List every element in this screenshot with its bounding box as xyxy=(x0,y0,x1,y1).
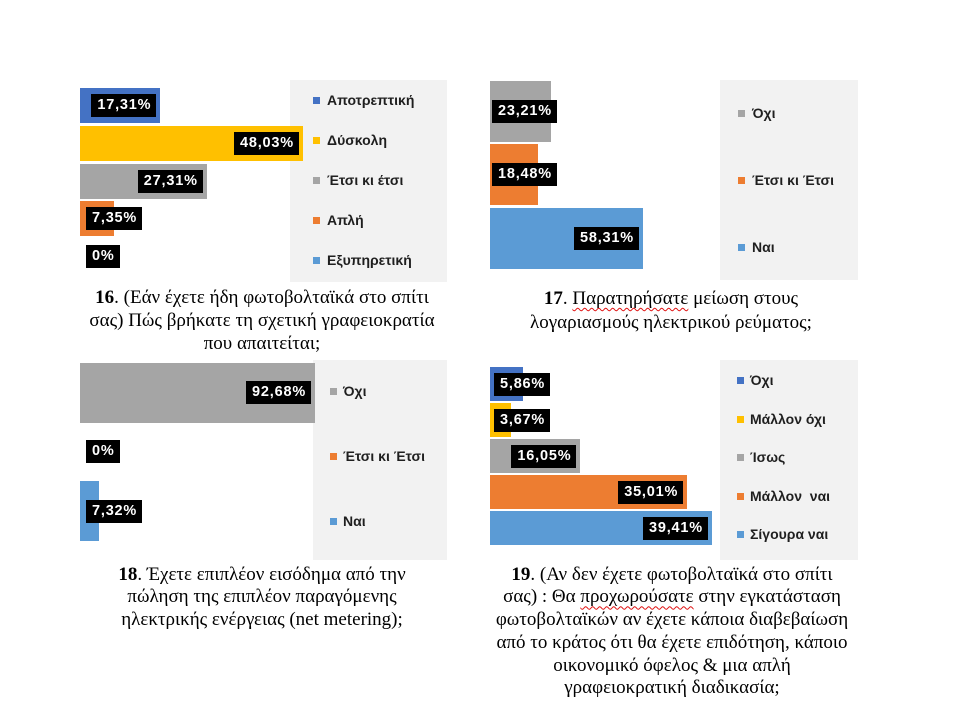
legend-label: Μάλλον όχι xyxy=(750,410,826,427)
legend-label: Αποτρεπτική xyxy=(327,92,415,108)
data-label: 48,03% xyxy=(234,132,299,155)
caption-line xyxy=(462,586,882,609)
caption-text: λογαριασμούς ηλεκτρικού ρεύματος; xyxy=(530,312,812,333)
data-label: 23,21% xyxy=(492,100,557,123)
data-label: 16,05% xyxy=(511,445,576,468)
caption-text: στην εγκατάσταση xyxy=(693,586,841,608)
legend-label: Ναι xyxy=(343,513,366,529)
caption-text: από το κράτος ότι θα έχετε επιδότηση, κάποιο xyxy=(496,631,848,653)
spellcheck-flagged-word: προχωρούσατε xyxy=(580,586,694,608)
caption-text: φωτοβολταϊκών αν έχετε κάποια διαβεβαίωση xyxy=(495,609,849,631)
caption-line xyxy=(52,564,472,587)
question-number: 18 xyxy=(118,563,138,585)
data-label: 0% xyxy=(86,245,120,268)
legend-label: Όχι xyxy=(752,105,776,121)
caption-line xyxy=(461,287,881,311)
data-label: 3,67% xyxy=(494,409,550,432)
chart-q17 xyxy=(490,80,858,280)
caption-line xyxy=(462,632,882,655)
chart-q16 xyxy=(80,80,447,282)
question-number: 17 xyxy=(543,288,563,309)
caption-text: . (Αν δεν έχετε φωτοβολταϊκά στο σπίτι xyxy=(530,563,833,585)
plot-area xyxy=(80,360,447,560)
data-label: 7,32% xyxy=(86,500,142,523)
data-label: 58,31% xyxy=(574,227,639,250)
caption-line xyxy=(462,609,882,632)
caption-text: γραφειοκρατική διαδικασία; xyxy=(564,677,780,699)
legend-label: Όχι xyxy=(750,372,774,388)
caption-line xyxy=(52,586,472,609)
legend-label: Έτσι κι Έτσι xyxy=(752,172,835,188)
caption-text: σας) : Θα xyxy=(503,586,581,608)
caption-q18 xyxy=(52,564,472,632)
caption-text: . xyxy=(562,288,573,309)
legend-label: Δύσκολη xyxy=(327,132,388,148)
legend-label: Όχι xyxy=(343,383,367,399)
data-label: 7,35% xyxy=(86,207,142,230)
caption-q16 xyxy=(52,287,472,355)
question-number: 16 xyxy=(95,287,115,308)
caption-text: οικονομικό όφελος & μια απλή xyxy=(553,654,791,676)
data-label: 0% xyxy=(86,440,120,463)
caption-line xyxy=(52,310,472,333)
legend-label: Απλή xyxy=(327,212,364,228)
chart-q18 xyxy=(80,360,447,560)
data-label: 35,01% xyxy=(618,481,683,504)
caption-text: που απαιτείται; xyxy=(203,332,321,354)
caption-line xyxy=(52,333,472,356)
data-label: 18,48% xyxy=(492,163,557,186)
caption-text: πώληση της επιπλέον παραγόμενης xyxy=(127,586,397,608)
caption-line xyxy=(462,655,882,678)
caption-text: . Έχετε επιπλέον εισόδημα από την xyxy=(137,563,406,585)
caption-line xyxy=(462,677,882,700)
caption-text: ηλεκτρικής ενέργειας (net metering); xyxy=(121,609,403,631)
legend-label: Έτσι κι Έτσι xyxy=(343,448,426,464)
legend-label: Εξυπηρετική xyxy=(327,252,412,268)
caption-line xyxy=(461,311,881,335)
data-label: 92,68% xyxy=(246,381,311,404)
plot-area xyxy=(490,360,858,560)
plot-area xyxy=(490,80,858,280)
caption-text: σας) Πώς βρήκατε τη σχετική γραφειοκρατία xyxy=(89,309,435,331)
caption-line xyxy=(52,287,472,310)
legend-label: Ίσως xyxy=(750,449,786,465)
data-label: 17,31% xyxy=(91,94,156,117)
data-label: 39,41% xyxy=(643,517,708,540)
legend-label: Ναι xyxy=(752,239,775,255)
caption-q17 xyxy=(461,287,881,335)
caption-text: μείωση στους xyxy=(688,288,799,309)
caption-text: . (Εάν έχετε ήδη φωτοβολταϊκά στο σπίτι xyxy=(114,287,429,308)
plot-area xyxy=(80,80,447,282)
legend-label: Σίγουρα ναι xyxy=(750,526,829,542)
caption-line xyxy=(52,609,472,632)
spellcheck-flagged-word: Παρατηρήσατε xyxy=(572,288,689,309)
data-label: 5,86% xyxy=(494,373,550,396)
legend-label: Έτσι κι έτσι xyxy=(327,172,404,188)
legend-label: Μάλλον ναι xyxy=(750,487,831,504)
caption-line xyxy=(462,564,882,587)
question-number: 19 xyxy=(511,563,531,585)
data-label: 27,31% xyxy=(138,170,203,193)
caption-q19 xyxy=(462,564,882,701)
chart-q19 xyxy=(490,360,858,560)
